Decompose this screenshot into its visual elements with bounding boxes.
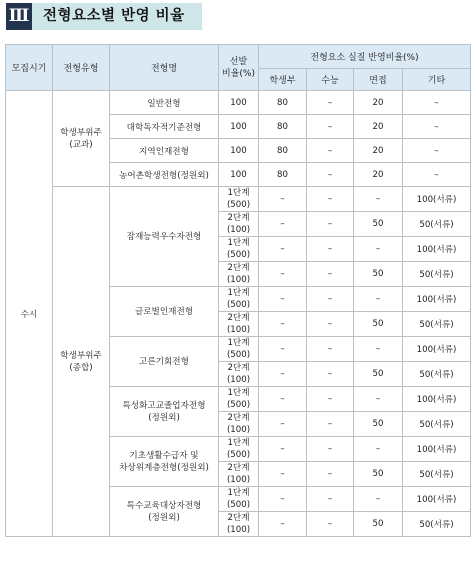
header-csat: 수능 xyxy=(307,69,354,91)
record-ratio: 80 xyxy=(259,91,307,115)
stage-line1: 1단계 xyxy=(227,488,250,498)
record-ratio: – xyxy=(259,487,307,512)
stage-line2: (100) xyxy=(226,275,251,285)
period-cell: 수시 xyxy=(6,91,53,537)
stage-cell xyxy=(219,462,259,487)
csat-ratio: – xyxy=(307,91,354,115)
interview-ratio: – xyxy=(354,387,403,412)
admission-name: 대학독자적기준전형 xyxy=(110,115,219,139)
interview-ratio: 50 xyxy=(354,412,403,437)
other-ratio: 100(서류) xyxy=(403,487,471,512)
admission-name xyxy=(110,287,219,337)
stage-line2: (100) xyxy=(226,425,251,435)
record-ratio: – xyxy=(259,262,307,287)
csat-ratio: – xyxy=(307,387,354,412)
record-ratio: 80 xyxy=(259,115,307,139)
other-ratio: – xyxy=(403,115,471,139)
stage-cell xyxy=(219,312,259,337)
stage-line1: 2단계 xyxy=(227,463,250,473)
other-ratio: 50(서류) xyxy=(403,412,471,437)
csat-ratio: – xyxy=(307,487,354,512)
other-ratio: 100(서류) xyxy=(403,337,471,362)
other-ratio: 50(서류) xyxy=(403,262,471,287)
stage-line1: 1단계 xyxy=(227,388,250,398)
selection-ratio: 100 xyxy=(219,139,259,163)
admission-name-line1: 특성화고교졸업자전형 xyxy=(122,400,206,411)
stage-line1: 1단계 xyxy=(227,288,250,298)
type-jonghap-line1: 학생부위주 xyxy=(60,350,102,361)
admission-name xyxy=(110,437,219,487)
record-ratio: – xyxy=(259,512,307,537)
stage-line2: (500) xyxy=(226,200,251,210)
admission-name xyxy=(110,387,219,437)
type-cell-gyogwa xyxy=(53,91,110,187)
header-ratio-line1: 선발 xyxy=(229,56,248,67)
csat-ratio: – xyxy=(307,163,354,187)
interview-ratio: 20 xyxy=(354,163,403,187)
other-ratio: – xyxy=(403,91,471,115)
csat-ratio: – xyxy=(307,139,354,163)
admission-name-line1: 잠재능력우수자전형 xyxy=(126,231,202,242)
stage-line1: 1단계 xyxy=(227,188,250,198)
record-ratio: – xyxy=(259,362,307,387)
admission-name-line1: 글로벌인재전형 xyxy=(134,306,194,317)
stage-line1: 1단계 xyxy=(227,338,250,348)
other-ratio: 50(서류) xyxy=(403,312,471,337)
other-ratio: 100(서류) xyxy=(403,437,471,462)
record-ratio: 80 xyxy=(259,163,307,187)
record-ratio: – xyxy=(259,437,307,462)
stage-line2: (500) xyxy=(226,450,251,460)
interview-ratio: – xyxy=(354,487,403,512)
record-ratio: – xyxy=(259,387,307,412)
csat-ratio: – xyxy=(307,462,354,487)
interview-ratio: 20 xyxy=(354,139,403,163)
other-ratio: 100(서류) xyxy=(403,187,471,212)
ratio-table xyxy=(5,44,471,537)
interview-ratio: 50 xyxy=(354,262,403,287)
record-ratio: – xyxy=(259,312,307,337)
interview-ratio: – xyxy=(354,237,403,262)
type-gyogwa-line2: (교과) xyxy=(69,139,93,150)
section-title: 전형요소별 반영 비율 xyxy=(43,8,185,24)
header-record: 학생부 xyxy=(259,69,307,91)
stage-line1: 1단계 xyxy=(227,438,250,448)
stage-line1: 2단계 xyxy=(227,313,250,323)
stage-cell xyxy=(219,262,259,287)
selection-ratio: 100 xyxy=(219,163,259,187)
stage-line2: (500) xyxy=(226,300,251,310)
stage-line1: 2단계 xyxy=(227,413,250,423)
stage-line1: 2단계 xyxy=(227,513,250,523)
header-other: 기타 xyxy=(403,69,471,91)
stage-cell xyxy=(219,212,259,237)
csat-ratio: – xyxy=(307,212,354,237)
header-ratio xyxy=(219,45,259,91)
admission-name: 일반전형 xyxy=(110,91,219,115)
admission-name-line2: (정원외) xyxy=(148,512,180,523)
record-ratio: – xyxy=(259,187,307,212)
admission-name: 농어촌학생전형(정원외) xyxy=(110,163,219,187)
interview-ratio: – xyxy=(354,287,403,312)
other-ratio: 50(서류) xyxy=(403,462,471,487)
interview-ratio: 50 xyxy=(354,312,403,337)
admission-name-line1: 특수교육대상자전형 xyxy=(126,500,202,511)
csat-ratio: – xyxy=(307,437,354,462)
stage-line1: 2단계 xyxy=(227,363,250,373)
other-ratio: 100(서류) xyxy=(403,387,471,412)
interview-ratio: 50 xyxy=(354,212,403,237)
stage-line1: 2단계 xyxy=(227,213,250,223)
header-row-1 xyxy=(6,45,471,69)
interview-ratio: 50 xyxy=(354,462,403,487)
header-period: 모집시기 xyxy=(6,45,53,91)
interview-ratio: 50 xyxy=(354,362,403,387)
interview-ratio: – xyxy=(354,337,403,362)
other-ratio: 50(서류) xyxy=(403,512,471,537)
table-row xyxy=(6,187,471,212)
header-interview: 면접 xyxy=(354,69,403,91)
csat-ratio: – xyxy=(307,287,354,312)
type-jonghap-line2: (종합) xyxy=(69,362,93,373)
csat-ratio: – xyxy=(307,237,354,262)
other-ratio: 50(서류) xyxy=(403,362,471,387)
admission-name-line2: (정원외) xyxy=(148,412,180,423)
record-ratio: – xyxy=(259,337,307,362)
record-ratio: 80 xyxy=(259,139,307,163)
stage-cell xyxy=(219,412,259,437)
header-ratio-line2: 비율(%) xyxy=(222,68,255,79)
admission-name: 지역인재전형 xyxy=(110,139,219,163)
record-ratio: – xyxy=(259,237,307,262)
stage-cell xyxy=(219,512,259,537)
other-ratio: 100(서류) xyxy=(403,287,471,312)
stage-line1: 1단계 xyxy=(227,238,250,248)
stage-line2: (500) xyxy=(226,400,251,410)
stage-cell xyxy=(219,337,259,362)
other-ratio: 50(서류) xyxy=(403,212,471,237)
csat-ratio: – xyxy=(307,187,354,212)
admission-name xyxy=(110,487,219,537)
other-ratio: – xyxy=(403,139,471,163)
stage-cell xyxy=(219,187,259,212)
record-ratio: – xyxy=(259,412,307,437)
type-cell-jonghap xyxy=(53,187,110,537)
header-name: 전형명 xyxy=(110,45,219,91)
admission-name xyxy=(110,337,219,387)
csat-ratio: – xyxy=(307,115,354,139)
stage-cell xyxy=(219,487,259,512)
stage-line2: (100) xyxy=(226,325,251,335)
selection-ratio: 100 xyxy=(219,115,259,139)
stage-line2: (100) xyxy=(226,375,251,385)
interview-ratio: 20 xyxy=(354,115,403,139)
csat-ratio: – xyxy=(307,262,354,287)
record-ratio: – xyxy=(259,212,307,237)
table-row xyxy=(6,91,471,115)
interview-ratio: – xyxy=(354,437,403,462)
interview-ratio: 20 xyxy=(354,91,403,115)
interview-ratio: 50 xyxy=(354,512,403,537)
admission-name-line1: 고른기회전형 xyxy=(139,356,189,367)
header-type: 전형유형 xyxy=(53,45,110,91)
stage-line2: (100) xyxy=(226,525,251,535)
selection-ratio: 100 xyxy=(219,91,259,115)
stage-line2: (500) xyxy=(226,350,251,360)
type-gyogwa-line1: 학생부위주 xyxy=(60,127,102,138)
section-numeral: Ⅲ xyxy=(6,3,32,30)
admission-name-line1: 기초생활수급자 및 xyxy=(129,450,199,461)
csat-ratio: – xyxy=(307,412,354,437)
other-ratio: – xyxy=(403,163,471,187)
stage-line2: (100) xyxy=(226,475,251,485)
stage-line2: (500) xyxy=(226,500,251,510)
other-ratio: 100(서류) xyxy=(403,237,471,262)
stage-cell xyxy=(219,387,259,412)
interview-ratio: – xyxy=(354,187,403,212)
stage-cell xyxy=(219,437,259,462)
stage-cell xyxy=(219,287,259,312)
csat-ratio: – xyxy=(307,337,354,362)
record-ratio: – xyxy=(259,462,307,487)
admission-name-line2: 차상위계층전형(정원외) xyxy=(119,462,209,473)
csat-ratio: – xyxy=(307,312,354,337)
stage-line2: (100) xyxy=(226,225,251,235)
header-group: 전형요소 실질 반영비율(%) xyxy=(259,45,471,69)
csat-ratio: – xyxy=(307,362,354,387)
stage-line1: 2단계 xyxy=(227,263,250,273)
stage-cell xyxy=(219,237,259,262)
table-body xyxy=(6,91,471,537)
stage-line2: (500) xyxy=(226,250,251,260)
csat-ratio: – xyxy=(307,512,354,537)
stage-cell xyxy=(219,362,259,387)
record-ratio: – xyxy=(259,287,307,312)
admission-name xyxy=(110,187,219,287)
